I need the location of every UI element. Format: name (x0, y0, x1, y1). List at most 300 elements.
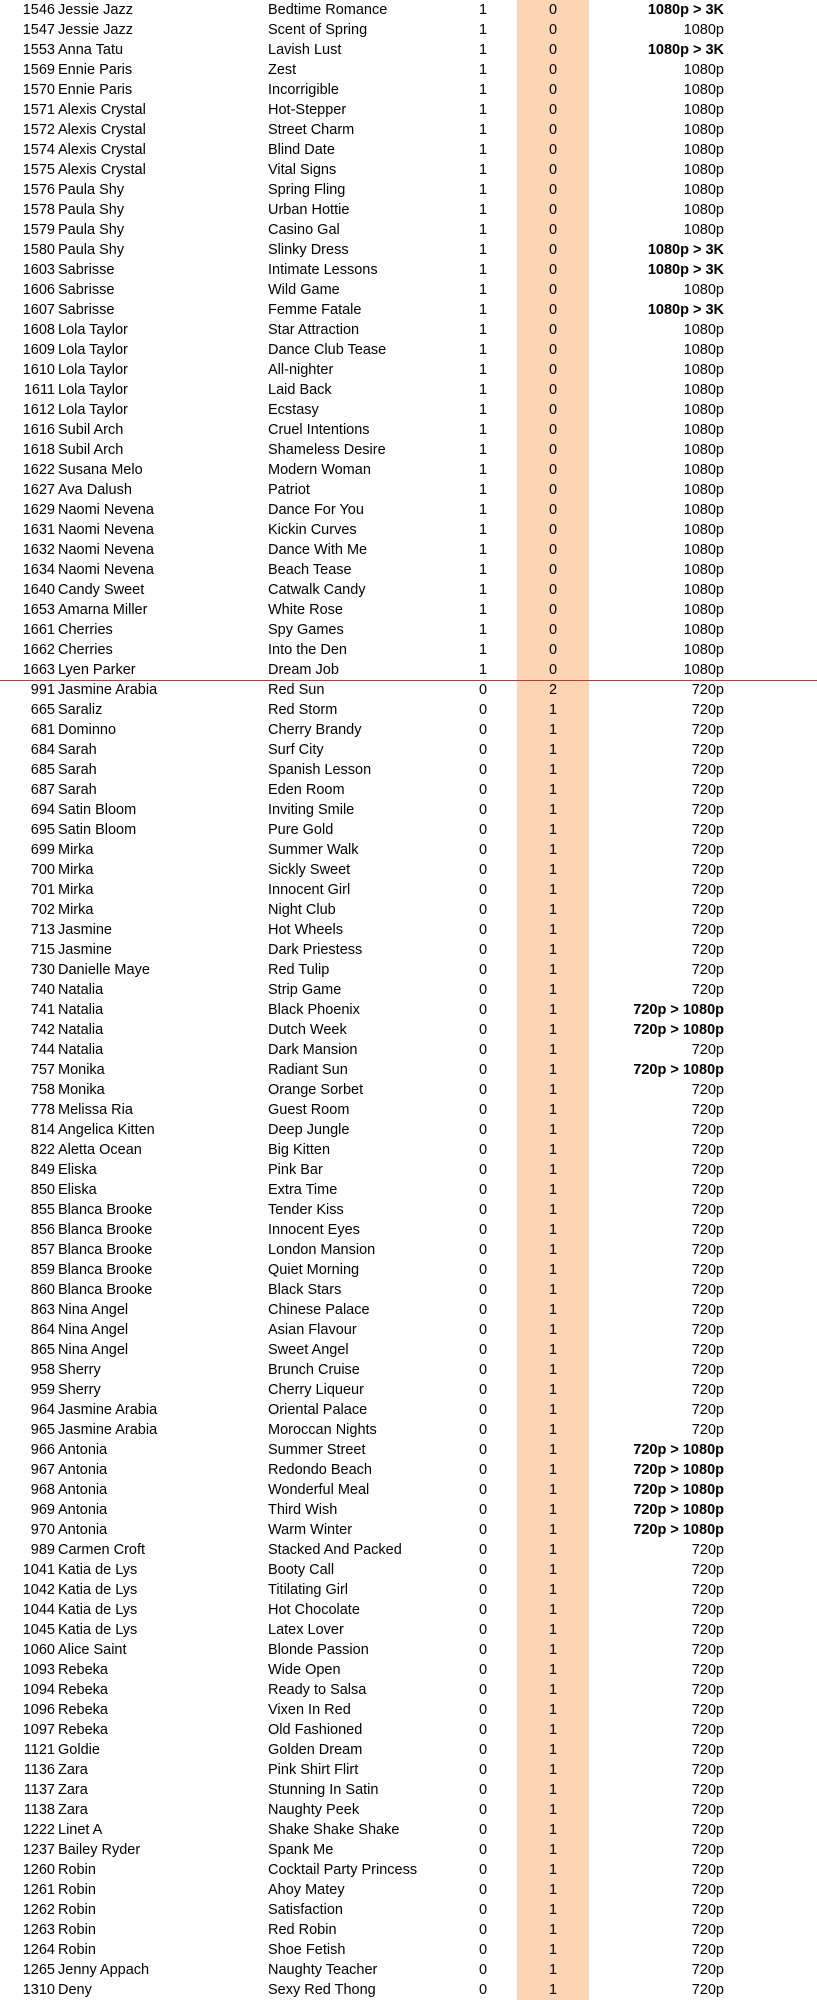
cell-resolution: 720p (691, 1042, 724, 1058)
cell-count-a: 1 (478, 242, 488, 258)
cell-count-a: 0 (478, 1322, 488, 1338)
cell-count-b: 1 (548, 1622, 558, 1638)
cell-model: Zara (58, 1802, 88, 1818)
cell-resolution: 720p (691, 1842, 724, 1858)
cell-id: 1640 (22, 582, 55, 598)
cell-count-b: 1 (548, 1982, 558, 1998)
cell-count-b: 1 (548, 942, 558, 958)
cell-resolution: 720p (691, 982, 724, 998)
cell-model: Nina Angel (58, 1322, 129, 1338)
table-row (0, 1220, 817, 1240)
cell-count-b: 1 (548, 1002, 558, 1018)
cell-count-a: 1 (478, 622, 488, 638)
cell-title: Red Storm (268, 702, 338, 718)
cell-id: 740 (30, 982, 55, 998)
cell-count-a: 1 (478, 122, 488, 138)
cell-count-b: 0 (548, 362, 558, 378)
cell-count-a: 0 (478, 782, 488, 798)
cell-title: Ready to Salsa (268, 1682, 367, 1698)
cell-resolution: 720p (691, 1342, 724, 1358)
cell-resolution: 720p (691, 702, 724, 718)
cell-count-b: 1 (548, 1922, 558, 1938)
cell-model: Antonia (58, 1442, 108, 1458)
cell-model: Rebeka (58, 1682, 108, 1698)
cell-resolution: 720p > 1080p (633, 1522, 724, 1538)
table-row (0, 1340, 817, 1360)
table-row (0, 1940, 817, 1960)
cell-resolution: 1080p (683, 322, 724, 338)
cell-count-b: 0 (548, 462, 558, 478)
cell-count-a: 0 (478, 842, 488, 858)
cell-resolution: 720p (691, 1162, 724, 1178)
cell-id: 850 (30, 1182, 55, 1198)
cell-title: Innocent Eyes (268, 1222, 360, 1238)
cell-model: Candy Sweet (58, 582, 145, 598)
cell-resolution: 1080p > 3K (647, 242, 724, 258)
cell-id: 1576 (22, 182, 55, 198)
cell-title: Shoe Fetish (268, 1942, 346, 1958)
cell-title: Scent of Spring (268, 22, 368, 38)
cell-title: Vital Signs (268, 162, 337, 178)
cell-title: Spring Fling (268, 182, 346, 198)
table-row (0, 1580, 817, 1600)
cell-id: 863 (30, 1302, 55, 1318)
cell-title: Hot-Stepper (268, 102, 347, 118)
table-row (0, 180, 817, 200)
cell-id: 964 (30, 1402, 55, 1418)
cell-model: Jenny Appach (58, 1962, 150, 1978)
cell-count-a: 0 (478, 1742, 488, 1758)
cell-count-b: 1 (548, 722, 558, 738)
cell-count-a: 0 (478, 1302, 488, 1318)
cell-resolution: 1080p (683, 462, 724, 478)
cell-id: 814 (30, 1122, 55, 1138)
cell-resolution: 1080p (683, 602, 724, 618)
cell-resolution: 720p (691, 1642, 724, 1658)
cell-title: Inviting Smile (268, 802, 355, 818)
cell-count-a: 0 (478, 862, 488, 878)
cell-count-a: 1 (478, 542, 488, 558)
cell-title: Hot Wheels (268, 922, 343, 938)
cell-resolution: 1080p (683, 422, 724, 438)
cell-model: Natalia (58, 1002, 104, 1018)
cell-count-b: 1 (548, 1602, 558, 1618)
cell-count-a: 0 (478, 1862, 488, 1878)
cell-resolution: 720p > 1080p (633, 1482, 724, 1498)
table-row (0, 700, 817, 720)
cell-count-a: 0 (478, 702, 488, 718)
cell-id: 1041 (22, 1562, 55, 1578)
cell-count-b: 1 (548, 1782, 558, 1798)
cell-resolution: 1080p (683, 582, 724, 598)
cell-model: Antonia (58, 1502, 108, 1518)
cell-title: Cruel Intentions (268, 422, 370, 438)
cell-count-a: 1 (478, 2, 488, 18)
cell-title: Summer Street (268, 1442, 366, 1458)
cell-count-a: 0 (478, 1942, 488, 1958)
cell-id: 1569 (22, 62, 55, 78)
cell-title: Wide Open (268, 1662, 341, 1678)
cell-count-b: 1 (548, 982, 558, 998)
cell-count-b: 1 (548, 1842, 558, 1858)
table-row (0, 900, 817, 920)
cell-model: Naomi Nevena (58, 502, 154, 518)
cell-resolution: 720p (691, 1242, 724, 1258)
cell-title: Naughty Teacher (268, 1962, 378, 1978)
cell-count-b: 1 (548, 1862, 558, 1878)
cell-model: Jasmine Arabia (58, 1422, 158, 1438)
cell-title: Innocent Girl (268, 882, 351, 898)
cell-title: Quiet Morning (268, 1262, 360, 1278)
cell-id: 665 (30, 702, 55, 718)
cell-count-b: 0 (548, 242, 558, 258)
table-row (0, 160, 817, 180)
cell-title: Urban Hottie (268, 202, 350, 218)
cell-title: Latex Lover (268, 1622, 344, 1638)
cell-model: Katia de Lys (58, 1582, 138, 1598)
cell-id: 1579 (22, 222, 55, 238)
cell-model: Alexis Crystal (58, 142, 146, 158)
cell-model: Danielle Maye (58, 962, 150, 978)
cell-count-a: 1 (478, 582, 488, 598)
cell-id: 730 (30, 962, 55, 978)
cell-count-b: 1 (548, 1102, 558, 1118)
cell-model: Mirka (58, 842, 94, 858)
table-row (0, 1760, 817, 1780)
cell-count-a: 0 (478, 1822, 488, 1838)
cell-title: Kickin Curves (268, 522, 357, 538)
table-row (0, 620, 817, 640)
cell-count-b: 1 (548, 1442, 558, 1458)
table-row (0, 1780, 817, 1800)
cell-title: All-nighter (268, 362, 334, 378)
cell-resolution: 720p (691, 862, 724, 878)
cell-id: 1627 (22, 482, 55, 498)
cell-title: Ahoy Matey (268, 1882, 345, 1898)
cell-count-b: 1 (548, 1362, 558, 1378)
cell-resolution: 720p (691, 802, 724, 818)
cell-title: London Mansion (268, 1242, 376, 1258)
cell-id: 1611 (23, 382, 55, 398)
cell-id: 1265 (22, 1962, 55, 1978)
cell-count-a: 0 (478, 682, 488, 698)
cell-model: Eliska (58, 1162, 97, 1178)
cell-count-a: 0 (478, 1842, 488, 1858)
cell-title: Cherry Brandy (268, 722, 362, 738)
table-row (0, 380, 817, 400)
cell-count-b: 1 (548, 1642, 558, 1658)
cell-resolution: 720p (691, 1902, 724, 1918)
cell-count-b: 1 (548, 1342, 558, 1358)
table-row (0, 1840, 817, 1860)
cell-count-b: 1 (548, 1542, 558, 1558)
cell-count-a: 0 (478, 1082, 488, 1098)
table-row (0, 860, 817, 880)
cell-title: Patriot (268, 482, 310, 498)
cell-count-b: 1 (548, 1662, 558, 1678)
cell-id: 1574 (22, 142, 55, 158)
cell-id: 1616 (22, 422, 55, 438)
cell-resolution: 720p (691, 722, 724, 738)
table-row (0, 1100, 817, 1120)
cell-title: Eden Room (268, 782, 345, 798)
cell-model: Alexis Crystal (58, 162, 146, 178)
cell-resolution: 1080p (683, 402, 724, 418)
cell-resolution: 720p (691, 1182, 724, 1198)
cell-id: 1044 (22, 1602, 55, 1618)
cell-title: Oriental Palace (268, 1402, 368, 1418)
table-row (0, 600, 817, 620)
cell-count-b: 1 (548, 1422, 558, 1438)
cell-resolution: 1080p > 3K (647, 42, 724, 58)
table-row (0, 1660, 817, 1680)
cell-count-b: 1 (548, 702, 558, 718)
table-row (0, 40, 817, 60)
cell-id: 694 (30, 802, 55, 818)
table-row (0, 480, 817, 500)
cell-model: Subil Arch (58, 422, 124, 438)
cell-id: 715 (30, 942, 55, 958)
cell-model: Jasmine Arabia (58, 682, 158, 698)
cell-model: Alice Saint (58, 1642, 127, 1658)
cell-count-b: 1 (548, 1482, 558, 1498)
cell-count-b: 1 (548, 742, 558, 758)
cell-model: Mirka (58, 902, 94, 918)
cell-id: 1264 (22, 1942, 55, 1958)
cell-title: Vixen In Red (268, 1702, 351, 1718)
cell-id: 1632 (22, 542, 55, 558)
cell-title: Blonde Passion (268, 1642, 369, 1658)
cell-model: Satin Bloom (58, 822, 137, 838)
cell-resolution: 720p (691, 1762, 724, 1778)
cell-model: Ennie Paris (58, 82, 133, 98)
cell-id: 1310 (22, 1982, 55, 1998)
table-row (0, 1360, 817, 1380)
table-row (0, 1520, 817, 1540)
cell-count-b: 0 (548, 302, 558, 318)
table-row (0, 560, 817, 580)
table-row (0, 720, 817, 740)
table-row (0, 460, 817, 480)
table-row (0, 540, 817, 560)
cell-title: Golden Dream (268, 1742, 363, 1758)
cell-count-a: 0 (478, 1162, 488, 1178)
cell-resolution: 720p (691, 1542, 724, 1558)
cell-title: Strip Game (268, 982, 342, 998)
cell-id: 989 (30, 1542, 55, 1558)
cell-count-a: 0 (478, 742, 488, 758)
cell-count-a: 0 (478, 982, 488, 998)
table-row (0, 400, 817, 420)
cell-resolution: 720p (691, 922, 724, 938)
cell-resolution: 720p (691, 1122, 724, 1138)
table-row (0, 1260, 817, 1280)
cell-count-b: 0 (548, 522, 558, 538)
cell-title: Dark Mansion (268, 1042, 358, 1058)
cell-count-b: 0 (548, 642, 558, 658)
cell-resolution: 720p (691, 1102, 724, 1118)
cell-resolution: 1080p (683, 22, 724, 38)
cell-resolution: 720p (691, 1222, 724, 1238)
table-row (0, 1000, 817, 1020)
cell-count-a: 0 (478, 1642, 488, 1658)
cell-count-a: 0 (478, 802, 488, 818)
cell-resolution: 1080p (683, 222, 724, 238)
cell-resolution: 720p > 1080p (633, 1442, 724, 1458)
cell-id: 1575 (22, 162, 55, 178)
cell-title: Black Phoenix (268, 1002, 360, 1018)
cell-count-a: 1 (478, 522, 488, 538)
cell-count-b: 1 (548, 1962, 558, 1978)
cell-resolution: 720p (691, 1982, 724, 1998)
cell-title: Warm Winter (268, 1522, 353, 1538)
cell-count-b: 1 (548, 1202, 558, 1218)
cell-count-b: 1 (548, 1382, 558, 1398)
cell-resolution: 720p > 1080p (633, 1462, 724, 1478)
cell-count-b: 1 (548, 1702, 558, 1718)
cell-title: Dark Priestess (268, 942, 363, 958)
cell-resolution: 1080p (683, 142, 724, 158)
cell-title: Booty Call (268, 1562, 335, 1578)
cell-model: Blanca Brooke (58, 1262, 153, 1278)
table-row (0, 1420, 817, 1440)
cell-title: Sickly Sweet (268, 862, 351, 878)
cell-resolution: 720p (691, 1962, 724, 1978)
cell-id: 959 (30, 1382, 55, 1398)
table-row (0, 1900, 817, 1920)
cell-resolution: 720p (691, 1402, 724, 1418)
cell-model: Carmen Croft (58, 1542, 146, 1558)
cell-id: 1572 (22, 122, 55, 138)
cell-model: Sabrisse (58, 282, 115, 298)
cell-count-b: 1 (548, 1902, 558, 1918)
cell-title: Chinese Palace (268, 1302, 370, 1318)
cell-resolution: 1080p (683, 162, 724, 178)
cell-count-a: 0 (478, 882, 488, 898)
cell-count-a: 1 (478, 402, 488, 418)
cell-model: Paula Shy (58, 202, 125, 218)
cell-resolution: 1080p (683, 82, 724, 98)
cell-count-b: 0 (548, 62, 558, 78)
cell-resolution: 1080p (683, 642, 724, 658)
cell-resolution: 720p (691, 1722, 724, 1738)
cell-count-b: 1 (548, 1042, 558, 1058)
cell-count-a: 1 (478, 82, 488, 98)
cell-model: Rebeka (58, 1662, 108, 1678)
cell-count-a: 1 (478, 482, 488, 498)
cell-title: Laid Back (268, 382, 332, 398)
cell-count-a: 1 (478, 382, 488, 398)
table-row (0, 1820, 817, 1840)
cell-title: Sweet Angel (268, 1342, 349, 1358)
cell-count-a: 1 (478, 42, 488, 58)
cell-id: 860 (30, 1282, 55, 1298)
cell-count-a: 0 (478, 1722, 488, 1738)
cell-model: Sarah (58, 762, 97, 778)
cell-title: Red Tulip (268, 962, 330, 978)
cell-count-b: 1 (548, 1742, 558, 1758)
cell-count-a: 0 (478, 1442, 488, 1458)
cell-count-b: 1 (548, 1462, 558, 1478)
cell-model: Robin (58, 1942, 96, 1958)
cell-id: 702 (30, 902, 55, 918)
cell-id: 822 (30, 1142, 55, 1158)
cell-count-a: 1 (478, 182, 488, 198)
cell-title: Orange Sorbet (268, 1082, 364, 1098)
cell-count-b: 1 (548, 842, 558, 858)
cell-id: 1571 (22, 102, 55, 118)
cell-resolution: 720p (691, 882, 724, 898)
cell-model: Lola Taylor (58, 402, 128, 418)
cell-count-b: 1 (548, 1582, 558, 1598)
cell-id: 1653 (22, 602, 55, 618)
table-row (0, 420, 817, 440)
cell-count-b: 1 (548, 862, 558, 878)
cell-count-b: 0 (548, 562, 558, 578)
cell-count-a: 0 (478, 1962, 488, 1978)
cell-count-b: 1 (548, 1822, 558, 1838)
cell-count-a: 0 (478, 1902, 488, 1918)
cell-count-a: 0 (478, 1142, 488, 1158)
cell-title: Wild Game (268, 282, 340, 298)
cell-id: 859 (30, 1262, 55, 1278)
cell-count-a: 0 (478, 1022, 488, 1038)
cell-count-a: 0 (478, 1622, 488, 1638)
cell-resolution: 720p (691, 1362, 724, 1378)
cell-model: Antonia (58, 1462, 108, 1478)
table-row (0, 0, 817, 20)
table-row (0, 1020, 817, 1040)
cell-resolution: 720p (691, 1262, 724, 1278)
cell-model: Paula Shy (58, 182, 125, 198)
cell-id: 1547 (22, 22, 55, 38)
cell-model: Alexis Crystal (58, 122, 146, 138)
cell-resolution: 1080p (683, 502, 724, 518)
table-row (0, 1640, 817, 1660)
cell-id: 1622 (22, 462, 55, 478)
cell-model: Katia de Lys (58, 1602, 138, 1618)
cell-model: Jasmine (58, 942, 112, 958)
cell-id: 1629 (22, 502, 55, 518)
cell-resolution: 1080p (683, 122, 724, 138)
cell-model: Lola Taylor (58, 362, 128, 378)
cell-count-b: 1 (548, 1122, 558, 1138)
cell-model: Deny (58, 1982, 92, 1998)
cell-model: Robin (58, 1862, 96, 1878)
cell-count-a: 1 (478, 602, 488, 618)
cell-count-b: 1 (548, 1322, 558, 1338)
cell-resolution: 720p > 1080p (633, 1002, 724, 1018)
table-row (0, 1600, 817, 1620)
cell-id: 966 (30, 1442, 55, 1458)
cell-model: Ava Dalush (58, 482, 132, 498)
cell-model: Aletta Ocean (58, 1142, 142, 1158)
cell-count-b: 0 (548, 102, 558, 118)
cell-title: Wonderful Meal (268, 1482, 370, 1498)
cell-model: Sabrisse (58, 262, 115, 278)
cell-title: Moroccan Nights (268, 1422, 377, 1438)
cell-count-a: 0 (478, 1702, 488, 1718)
cell-count-a: 0 (478, 1582, 488, 1598)
cell-model: Satin Bloom (58, 802, 137, 818)
cell-resolution: 720p (691, 822, 724, 838)
cell-count-a: 1 (478, 142, 488, 158)
cell-model: Cherries (58, 622, 113, 638)
cell-count-a: 0 (478, 1982, 488, 1998)
cell-count-b: 0 (548, 222, 558, 238)
cell-count-b: 0 (548, 542, 558, 558)
cell-count-a: 0 (478, 1042, 488, 1058)
